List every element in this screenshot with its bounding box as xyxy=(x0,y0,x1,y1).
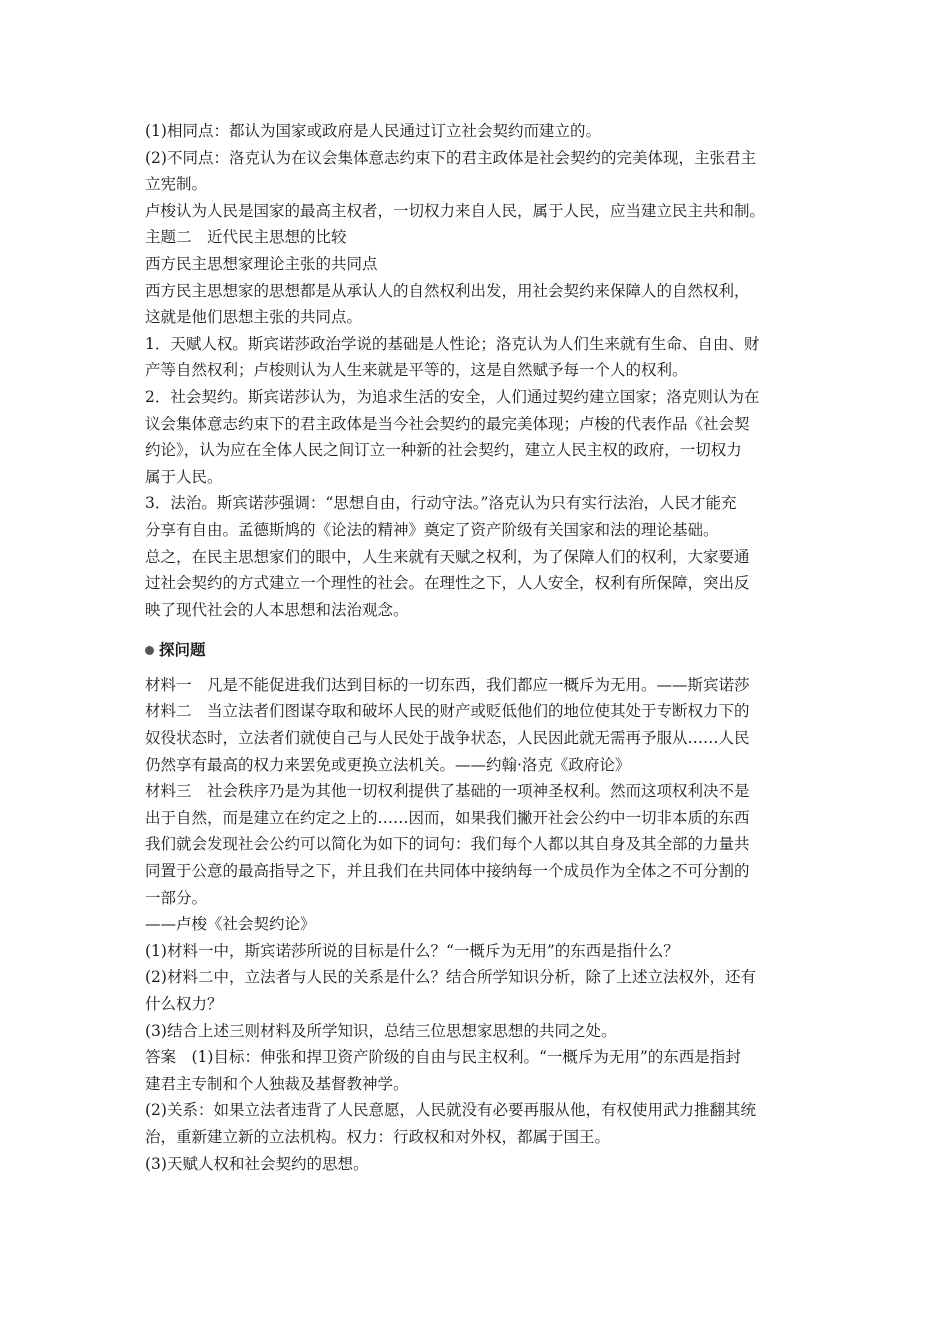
question-line: (2)材料二中，立法者与人民的关系是什么？结合所学知识分析，除了上述立法权外，还有 xyxy=(145,968,756,987)
text-line: 这就是他们思想主张的共同点。 xyxy=(145,308,363,327)
text-line: 分享有自由。孟德斯鸠的《论法的精神》奠定了资产阶级有关国家和法的理论基础。 xyxy=(145,520,719,539)
answer-line: 答案 (1)目标：伸张和捍卫资产阶级的自由与民主权利。“一概斥为无用”的东西是指封 xyxy=(145,1048,741,1067)
material-source: ——卢梭《社会契约论》 xyxy=(145,915,316,934)
text-line: 属于人民。 xyxy=(145,467,223,486)
text-line: 产等自然权利；卢梭则认为人生来就是平等的，这是自然赋予每一个人的权利。 xyxy=(145,361,688,380)
text-line: 议会集体意志约束下的君主政体是当今社会契约的最完美体现；卢梭的代表作品《社会契 xyxy=(145,414,750,433)
text-line: 西方民主思想家的思想都是从承认人的自然权利出发，用社会契约来保障人的自然权利， xyxy=(145,281,750,300)
text-line: 1．天赋人权。斯宾诺莎政治学说的基础是人性论；洛克认为人们生来就有生命、自由、财 xyxy=(145,334,760,353)
answer-line: 治，重新建立新的立法机构。权力：行政权和对外权，都属于国王。 xyxy=(145,1127,611,1146)
material-line: 一部分。 xyxy=(145,888,208,907)
answer-line: (2)关系：如果立法者违背了人民意愿，人民就没有必要再服从他，有权使用武力推翻其统 xyxy=(145,1101,756,1120)
bullet-dot-icon xyxy=(145,646,154,655)
text-line: 卢梭认为人民是国家的最高主权者，一切权力来自人民，属于人民，应当建立民主共和制。 xyxy=(145,201,766,220)
answer-line: 建君主专制和个人独裁及基督教神学。 xyxy=(145,1074,409,1093)
text-block-questions xyxy=(145,672,810,1177)
text-line: 立宪制。 xyxy=(145,175,208,194)
text-line: 过社会契约的方式建立一个理性的社会。在理性之下，人人安全，权利有所保障，突出反 xyxy=(145,574,750,593)
topic-heading: 主题二 近代民主思想的比较 xyxy=(145,228,347,247)
section-heading-label: 探问题 xyxy=(159,641,206,660)
document-page xyxy=(145,118,810,1177)
material-line: 出于自然，而是建立在约定之上的……因而，如果我们撇开社会公约中一切非本质的东西 xyxy=(145,808,750,827)
material-line: 材料二 当立法者们图谋夺取和破坏人民的财产或贬低他们的地位使其处于专断权力下的 xyxy=(145,702,750,721)
subtopic-heading: 西方民主思想家理论主张的共同点 xyxy=(145,254,378,273)
material-line: 奴役状态时，立法者们就使自己与人民处于战争状态，人民因此就无需再予服从……人民 xyxy=(145,729,750,748)
question-line: 什么权力？ xyxy=(145,995,223,1013)
text-line: 2．社会契约。斯宾诺莎认为，为追求生活的安全，人们通过契约建立国家；洛克则认为在 xyxy=(145,387,760,406)
text-line: 约论》，认为应在全体人民之间订立一种新的社会契约，建立人民主权的政府，一切权力 xyxy=(145,441,742,460)
text-line: 3．法治。斯宾诺莎强调：“思想自由，行动守法。”洛克认为只有实行法治，人民才能充 xyxy=(145,494,737,513)
question-line: (3)结合上述三则材料及所学知识，总结三位思想家思想的共同之处。 xyxy=(145,1021,617,1040)
material-line: 同置于公意的最高指导之下，并且我们在共同体中接纳每一个成员作为全体之不可分割的 xyxy=(145,862,750,881)
text-line: (1)相同点：都认为国家或政府是人民通过订立社会契约而建立的。 xyxy=(145,122,601,140)
material-line: 材料三 社会秩序乃是为其他一切权利提供了基础的一项神圣权利。然而这项权利决不是 xyxy=(145,782,750,801)
material-line: 我们就会发现社会公约可以简化为如下的词句：我们每个人都以其自身及其全部的力量共 xyxy=(145,835,750,854)
text-block-summary xyxy=(145,118,810,623)
material-line: 仍然享有最高的权力来罢免或更换立法机关。——约翰·洛克《政府论》 xyxy=(145,755,631,774)
text-line: 映了现代社会的人本思想和法治观念。 xyxy=(145,600,409,619)
text-line: (2)不同点：洛克认为在议会集体意志约束下的君主政体是社会契约的完美体现，主张君主 xyxy=(145,148,756,167)
text-line: 总之，在民主思想家们的眼中，人生来就有天赋之权利，为了保障人们的权利，大家要通 xyxy=(145,547,750,566)
question-line: (1)材料一中，斯宾诺莎所说的目标是什么？“一概斥为无用”的东西是指什么？ xyxy=(145,941,679,960)
section-heading xyxy=(145,637,810,664)
material-line: 材料一 凡是不能促进我们达到目标的一切东西，我们都应一概斥为无用。——斯宾诺莎 xyxy=(145,675,750,694)
answer-line: (3)天赋人权和社会契约的思想。 xyxy=(145,1154,369,1173)
